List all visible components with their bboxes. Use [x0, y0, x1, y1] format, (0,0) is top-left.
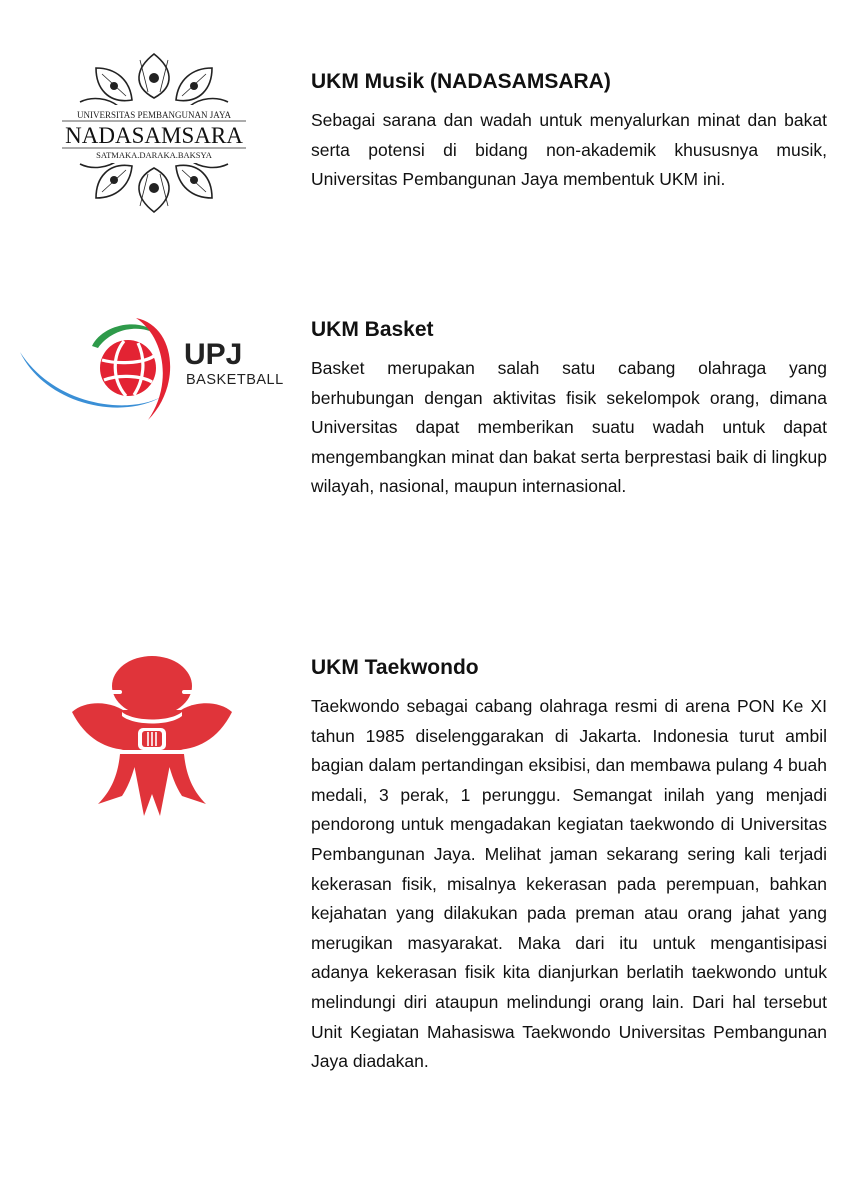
section-title: UKM Musik (NADASAMSARA) [311, 70, 611, 93]
upj-basketball-logo-icon [16, 316, 288, 428]
section-title: UKM Basket [311, 318, 434, 341]
section-text [311, 68, 827, 195]
nadasamsara-top-text: UNIVERSITAS PEMBANGUNAN JAYA [77, 110, 231, 120]
section-body: Basket merupakan salah satu cabang olahraga yang berhubungan dengan aktivitas fisik sekelompok orang, dimana Universitas dapat memberikan suatu wadah untuk dapat mengembangkan minat dan bakat serta berprestasi baik di lingkup wilayah, nasional, maupun internasional. [311, 358, 827, 497]
nadasamsara-name-text: NADASAMSARA [65, 123, 243, 148]
nadasamsara-logo-icon [56, 48, 252, 218]
taekwondo-logo-icon [68, 654, 236, 824]
nadasamsara-motto-text: SATMAKA.DARAKA.BAKSYA [96, 150, 212, 160]
upj-brand-text: UPJ [184, 338, 243, 371]
upj-sub-text: BASKETBALL [186, 372, 284, 388]
section-text [311, 654, 827, 1077]
section-body: Taekwondo sebagai cabang olahraga resmi di arena PON Ke XI tahun 1985 diselenggarakan di Jakarta. Indonesia turut ambil bagian dalam pertandingan eksibisi, dan membawa pulang 4 buah medali, 3 perak, 1 perunggu. Semangat inilah yang menjadi pendorong untuk mengadakan kegiatan taekwondo di Universitas Pembangunan Jaya. Melihat jaman sekarang sering kali terjadi kekerasan fisik, misalnya kekerasan pada perempuan, bahkan kejahatan yang dilakukan pada preman atau orang jahat yang merugikan masyarakat. Maka dari itu untuk mengantisipasi adanya kekerasan fisik kita dianjurkan berlatih taekwondo untuk melindungi diri ataupun melindungi orang lain. Dari hal tersebut Unit Kegiatan Mahasiswa Taekwondo Universitas Pembangunan Jaya diadakan. [311, 696, 827, 1072]
section-title: UKM Taekwondo [311, 656, 479, 679]
section-text [311, 316, 827, 502]
section-body: Sebagai sarana dan wadah untuk menyalurkan minat dan bakat serta potensi di bidang non-akademik khususnya musik, Universitas Pembangunan Jaya membentuk UKM ini. [311, 110, 827, 190]
